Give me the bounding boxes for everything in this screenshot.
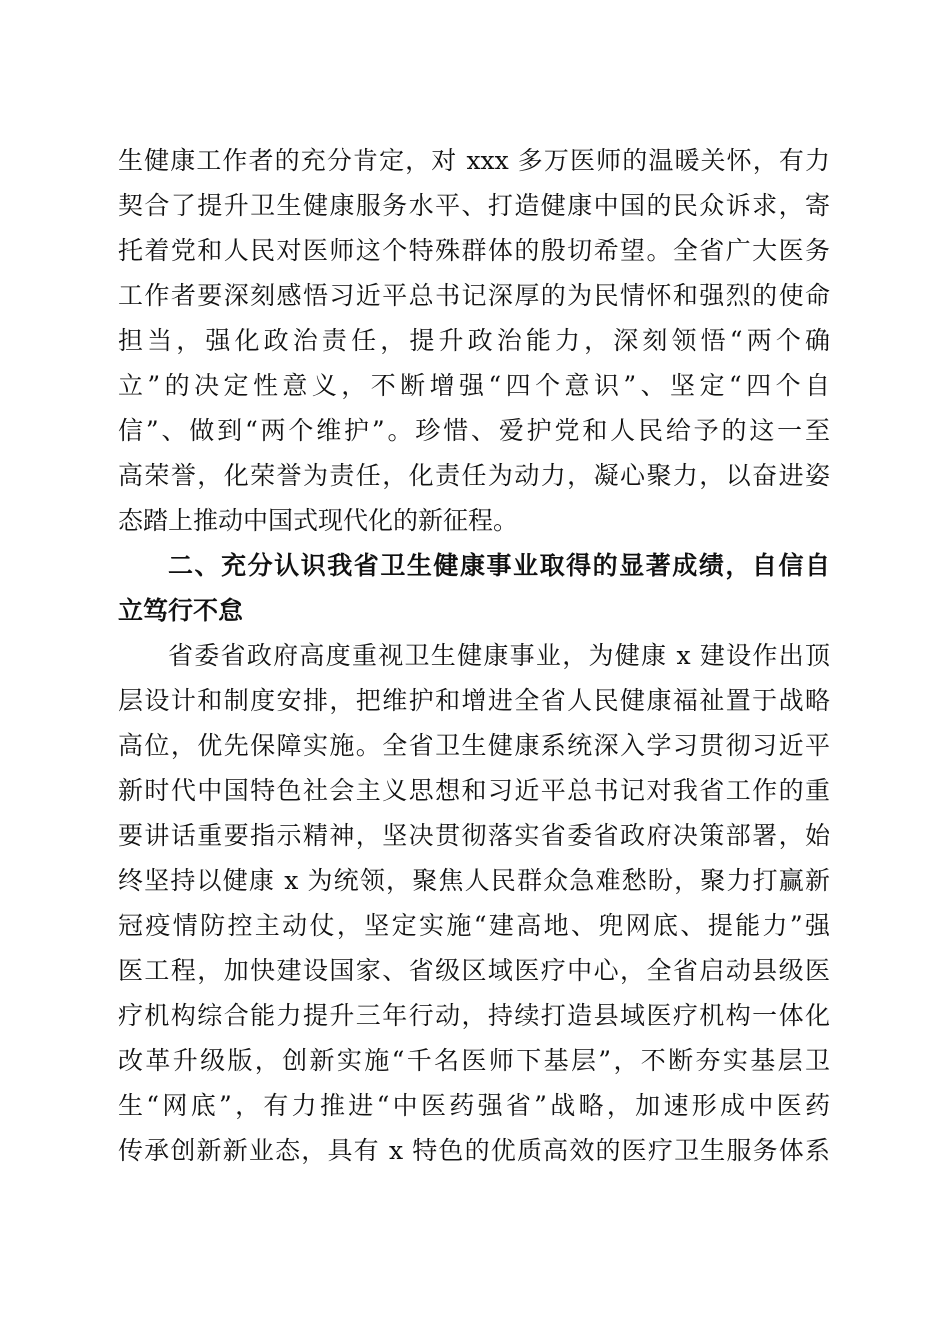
- text-line: 高位，优先保障实施。全省卫生健康系统深入学习贯彻习近平: [118, 731, 830, 760]
- text-line: 冠疫情防控主动仗，坚定实施“建高地、兜网底、提能力”强: [118, 911, 830, 940]
- text-line: 生健康工作者的充分肯定，对 xxx 多万医师的温暖关怀，有力: [118, 146, 830, 175]
- text-line: 契合了提升卫生健康服务水平、打造健康中国的民众诉求，寄: [118, 191, 830, 220]
- text-line: 省委省政府高度重视卫生健康事业，为健康 x 建设作出顶: [168, 641, 830, 670]
- text-line: 担当，强化政治责任，提升政治能力，深刻领悟“两个确: [118, 326, 830, 355]
- section-heading: [118, 543, 830, 633]
- paragraph-2: [118, 633, 830, 1173]
- text-line: 改革升级版，创新实施“千名医师下基层”，不断夯实基层卫: [118, 1046, 830, 1075]
- text-line: 终坚持以健康 x 为统领，聚焦人民群众急难愁盼，聚力打赢新: [118, 866, 830, 895]
- text-line: 工作者要深刻感悟习近平总书记深厚的为民情怀和强烈的使命: [118, 281, 830, 310]
- text-line: 新时代中国特色社会主义思想和习近平总书记对我省工作的重: [118, 776, 830, 805]
- heading-line: 二、充分认识我省卫生健康事业取得的显著成绩，自信自: [168, 551, 830, 580]
- text-line: 生“网底”，有力推进“中医药强省”战略，加速形成中医药: [118, 1091, 830, 1120]
- paragraph-1: [118, 138, 830, 543]
- text-line: 态踏上推动中国式现代化的新征程。: [118, 506, 519, 535]
- text-line: 医工程，加快建设国家、省级区域医疗中心，全省启动县级医: [118, 956, 830, 985]
- text-line: 高荣誉，化荣誉为责任，化责任为动力，凝心聚力，以奋进姿: [118, 461, 830, 490]
- document-page: [118, 138, 830, 1173]
- text-line: 传承创新新业态，具有 x 特色的优质高效的医疗卫生服务体系: [118, 1136, 830, 1165]
- text-line: 疗机构综合能力提升三年行动，持续打造县域医疗机构一体化: [118, 1001, 830, 1030]
- text-line: 托着党和人民对医师这个特殊群体的殷切希望。全省广大医务: [118, 236, 830, 265]
- text-line: 要讲话重要指示精神，坚决贯彻落实省委省政府决策部署，始: [118, 821, 830, 850]
- text-line: 信”、做到“两个维护”。珍惜、爱护党和人民给予的这一至: [118, 416, 830, 445]
- heading-line: 立笃行不怠: [118, 596, 244, 625]
- text-line: 立”的决定性意义，不断增强“四个意识”、坚定“四个自: [118, 371, 830, 400]
- text-line: 层设计和制度安排，把维护和增进全省人民健康福祉置于战略: [118, 686, 830, 715]
